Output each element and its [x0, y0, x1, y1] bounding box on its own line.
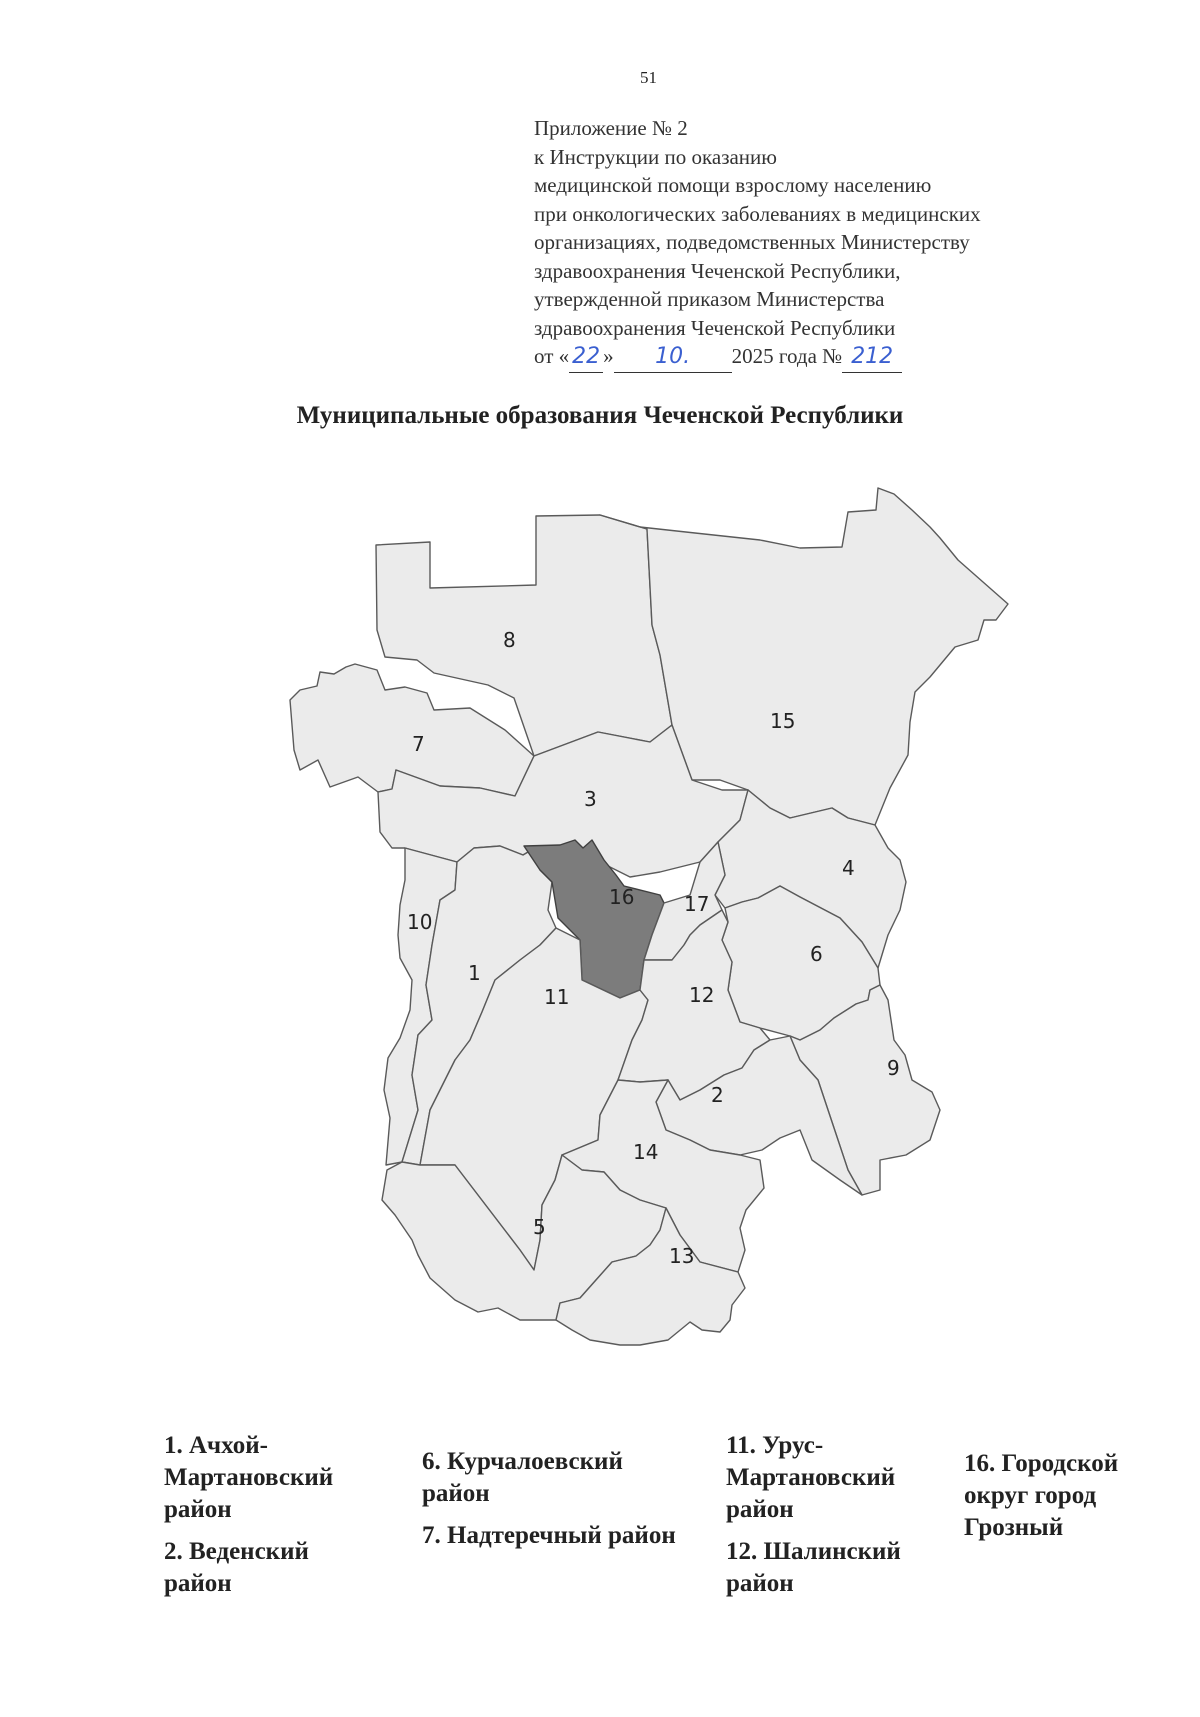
handwritten-day: 22 — [569, 343, 603, 373]
district-label-7: 7 — [412, 732, 425, 756]
district-label-3: 3 — [584, 787, 597, 811]
legend-item: 7. Надтеречный район — [422, 1522, 676, 1549]
district-label-6: 6 — [810, 942, 823, 966]
district-label-1: 1 — [468, 961, 481, 985]
date-prefix: от « — [534, 344, 570, 368]
date-mid: » — [603, 344, 614, 368]
appendix-line: Приложение № 2 — [534, 116, 688, 140]
date-year: 2025 года № — [731, 344, 843, 368]
legend-column-4 — [964, 1448, 1154, 1554]
district-label-9: 9 — [887, 1056, 900, 1080]
legend-item: 1. Ачхой-Мартановский район — [164, 1432, 334, 1523]
handwritten-month: 10. — [614, 343, 732, 373]
legend-item: 16. Городской округ город Грозный — [964, 1450, 1119, 1541]
district-label-15: 15 — [770, 709, 796, 733]
district-label-11: 11 — [544, 985, 570, 1009]
appendix-line: утвержденной приказом Министерства — [534, 287, 885, 311]
appendix-line: медицинской помощи взрослому населению — [534, 173, 932, 197]
legend-item: 6. Курчалоевский район — [422, 1448, 623, 1507]
legend-item: 12. Шалинский район — [726, 1538, 901, 1597]
legend-item: 11. Урус-Мартановский район — [726, 1432, 896, 1523]
legend-item: 2. Веденский район — [164, 1538, 309, 1597]
appendix-line: здравоохранения Чеченской Республики — [534, 315, 896, 340]
legend-column-2 — [422, 1446, 692, 1562]
legend-column-1 — [164, 1430, 379, 1610]
district-label-17: 17 — [684, 892, 710, 916]
appendix-line: здравоохранения Чеченской Республики, — [534, 258, 901, 283]
district-label-16: 16 — [609, 885, 635, 909]
district-label-8: 8 — [503, 628, 516, 652]
legend-column-3 — [726, 1430, 946, 1610]
appendix-line: при онкологических заболеваниях в медицинских — [534, 201, 981, 226]
district-label-2: 2 — [711, 1083, 724, 1107]
page-title: Муниципальные образования Чеченской Республики — [296, 402, 904, 429]
district-label-5: 5 — [533, 1215, 546, 1239]
district-label-12: 12 — [689, 983, 715, 1007]
district-label-10: 10 — [407, 910, 433, 934]
page-number: 51 — [640, 68, 657, 87]
district-label-4: 4 — [842, 856, 855, 880]
handwritten-order-number: 212 — [842, 343, 902, 373]
district-label-14: 14 — [633, 1140, 659, 1164]
district-label-13: 13 — [669, 1244, 695, 1268]
appendix-line: организациях, подведомственных Министерству — [534, 230, 970, 254]
appendix-line: к Инструкции по оказанию — [534, 144, 777, 169]
